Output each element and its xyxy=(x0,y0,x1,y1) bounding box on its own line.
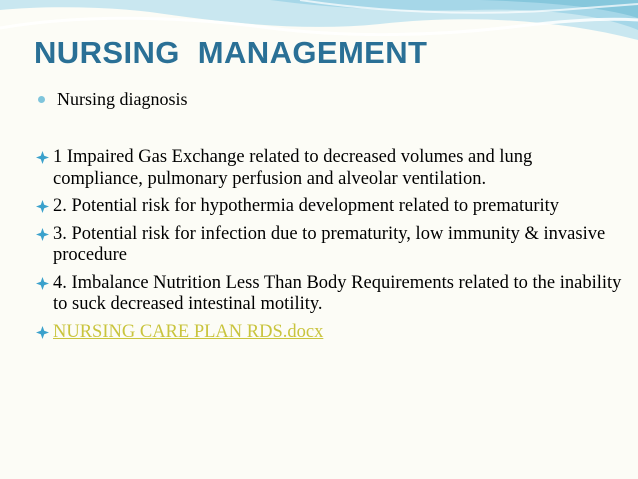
diamond-bullet-icon xyxy=(36,224,50,245)
list-item xyxy=(36,196,626,218)
list-item-text: 2. Potential risk for hypothermia development related to prematurity xyxy=(53,196,560,216)
list-item-link xyxy=(36,322,626,344)
dot-bullet-icon xyxy=(38,96,45,103)
diamond-bullet-icon xyxy=(36,322,50,343)
diamond-bullet-icon xyxy=(36,196,50,217)
list-item xyxy=(36,224,626,267)
slide-subtitle: Nursing diagnosis xyxy=(57,88,188,109)
list-item-text: 4. Imbalance Nutrition Less Than Body Requirements related to the inability to suck decreased intestinal motility. xyxy=(53,272,622,314)
list-item-text: 1 Impaired Gas Exchange related to decreased volumes and lung compliance, pulmonary perfusion and alveolar ventilation. xyxy=(53,147,533,189)
care-plan-link[interactable]: NURSING CARE PLAN RDS.docx xyxy=(53,321,324,342)
diamond-bullet-icon xyxy=(36,147,50,168)
slide-title: NURSING MANAGEMENT xyxy=(34,35,428,70)
list-item xyxy=(36,147,626,190)
subtitle-row xyxy=(38,88,188,110)
diamond-bullet-icon xyxy=(36,273,50,294)
diagnosis-list xyxy=(36,147,626,349)
list-item-text-wrapper xyxy=(53,322,626,344)
list-item xyxy=(36,273,626,316)
list-item-text: 3. Potential risk for infection due to prematurity, low immunity & invasive procedure xyxy=(53,223,606,265)
